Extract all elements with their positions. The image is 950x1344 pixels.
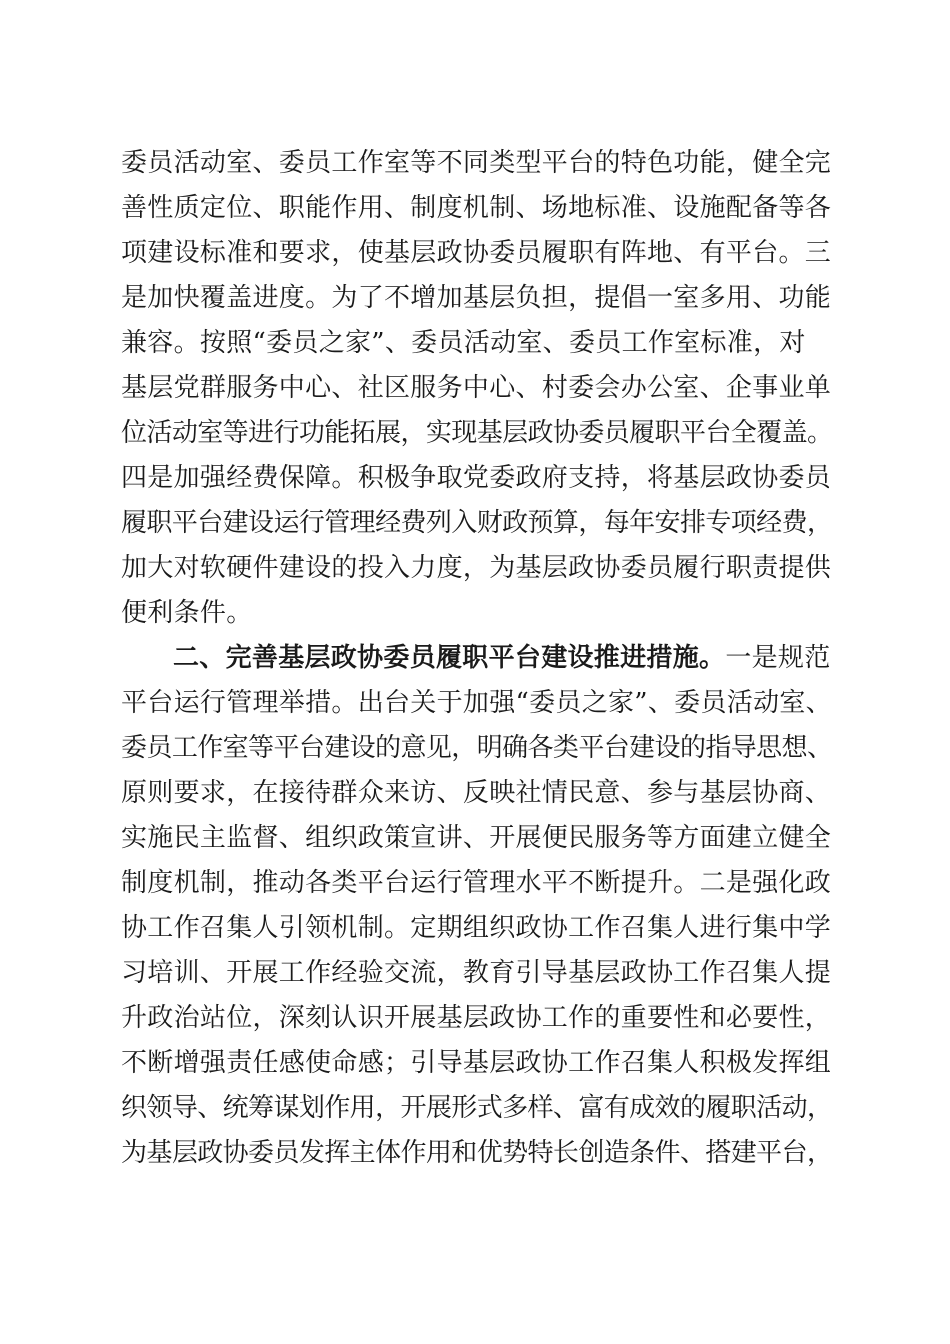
paragraph-line: 是加快覆盖进度。为了不增加基层负担，提倡一室多用、功能 [121, 283, 832, 313]
paragraph-line: 协工作召集人引领机制。定期组织政协工作召集人进行集中学 [121, 913, 832, 943]
paragraph-line: 升政治站位，深刻认识开展基层政协工作的重要性和必要性， [121, 1003, 832, 1033]
section-heading: 二、完善基层政协委员履职平台建设推进措施。 [173, 643, 726, 673]
paragraph-line: 委员工作室等平台建设的意见，明确各类平台建设的指导思想、 [121, 733, 833, 763]
paragraph-line: 不断增强责任感使命感；引导基层政协工作召集人积极发挥组 [121, 1048, 832, 1078]
paragraph-line: 制度机制，推动各类平台运行管理水平不断提升。二是强化政 [121, 868, 832, 898]
paragraph-line: 实施民主监督、组织政策宣讲、开展便民服务等方面建立健全 [121, 823, 832, 853]
paragraph-line: 为基层政协委员发挥主体作用和优势特长创造条件、搭建平台， [121, 1138, 833, 1168]
paragraph-line: 习培训、开展工作经验交流，教育引导基层政协工作召集人提 [121, 958, 832, 988]
paragraph-line: 原则要求，在接待群众来访、反映社情民意、参与基层协商、 [121, 778, 832, 808]
paragraph-line: 项建设标准和要求，使基层政协委员履职有阵地、有平台。三 [121, 238, 832, 268]
paragraph-text: 一是规范 [725, 643, 831, 673]
paragraph-line: 平台运行管理举措。出台关于加强“委员之家”、委员活动室、 [121, 688, 832, 718]
paragraph-line: 善性质定位、职能作用、制度机制、场地标准、设施配备等各 [121, 193, 832, 223]
paragraph-line: 基层党群服务中心、社区服务中心、村委会办公室、企事业单 [121, 373, 832, 403]
paragraph-line: 兼容。按照“委员之家”、委员活动室、委员工作室标准，对 [121, 328, 806, 358]
paragraph-line: 便利条件。 [121, 598, 253, 628]
paragraph-line: 加大对软硬件建设的投入力度，为基层政协委员履行职责提供 [121, 553, 832, 583]
paragraph-line: 四是加强经费保障。积极争取党委政府支持，将基层政协委员 [121, 463, 832, 493]
paragraph-line: 履职平台建设运行管理经费列入财政预算，每年安排专项经费， [121, 508, 833, 538]
paragraph-line: 织领导、统筹谋划作用，开展形式多样、富有成效的履职活动， [121, 1093, 833, 1123]
paragraph-line: 委员活动室、委员工作室等不同类型平台的特色功能，健全完 [121, 148, 832, 178]
section-heading-line [173, 641, 831, 675]
paragraph-line: 位活动室等进行功能拓展，实现基层政协委员履职平台全覆盖。 [121, 418, 833, 448]
